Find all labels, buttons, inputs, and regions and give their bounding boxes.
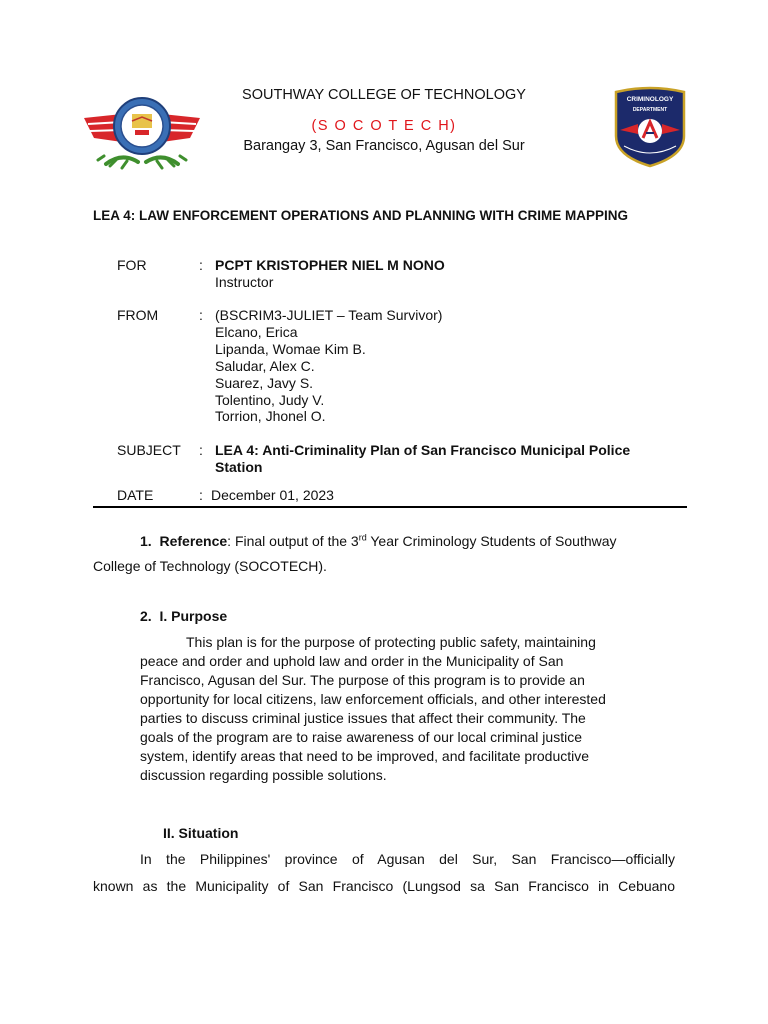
- situation-line: In the Philippines' province of Agusan del Sur, San Francisco—officially: [140, 851, 675, 867]
- situation-heading: II. Situation: [163, 825, 239, 841]
- from-label: FROM: [117, 307, 159, 323]
- from-member: Suarez, Javy S.: [215, 375, 314, 391]
- date-value: December 01, 2023: [211, 487, 334, 503]
- subject-line-2: Station: [215, 459, 263, 475]
- purpose-number: 2.: [140, 608, 152, 624]
- college-acronym: (S O C O T E C H): [311, 118, 457, 134]
- purpose-line: Francisco, Agusan del Sur. The purpose of this program is to provide an: [140, 672, 585, 688]
- from-member: Tolentino, Judy V.: [215, 392, 325, 408]
- from-member: Lipanda, Womae Kim B.: [215, 341, 366, 357]
- for-name: PCPT KRISTOPHER NIEL M NONO: [215, 257, 445, 273]
- from-member: Saludar, Alex C.: [215, 358, 315, 374]
- from-team: (BSCRIM3-JULIET – Team Survivor): [215, 307, 443, 323]
- reference-line: [140, 531, 700, 551]
- for-label: FOR: [117, 257, 147, 273]
- subject-label: SUBJECT: [117, 442, 181, 458]
- for-role: Instructor: [215, 274, 274, 290]
- reference-label: Reference: [159, 533, 228, 549]
- from-member: Torrion, Jhonel O.: [215, 408, 326, 424]
- purpose-line: parties to discuss criminal justice issues that affect their community. The: [140, 710, 586, 726]
- reference-number: 1.: [140, 533, 152, 549]
- college-address: Barangay 3, San Francisco, Agusan del Sur: [243, 138, 525, 154]
- for-colon: :: [199, 257, 203, 273]
- header-divider: [93, 506, 687, 508]
- svg-text:CRIMINOLOGY: CRIMINOLOGY: [626, 96, 674, 103]
- date-colon: :: [199, 487, 203, 503]
- purpose-line: discussion regarding possible solutions.: [140, 767, 387, 783]
- from-member: Elcano, Erica: [215, 324, 298, 340]
- purpose-line: opportunity for local citizens, law enforcement officials, and other interested: [140, 691, 606, 707]
- purpose-line: peace and order and uphold law and order in the Municipality of San: [140, 653, 564, 669]
- purpose-line: goals of the program are to raise awareness of our local criminal justice: [140, 729, 582, 745]
- reference-text-b: Year Criminology Students of Southway: [366, 533, 617, 549]
- reference-text-a: : Final output of the 3: [227, 533, 359, 549]
- reference-superscript: rd: [358, 532, 367, 543]
- situation-line: known as the Municipality of San Francisco (Lungsod sa San Francisco in Cebuano: [93, 878, 675, 894]
- purpose-line: system, identify areas that need to be improved, and facilitate productive: [140, 748, 590, 764]
- college-name: SOUTHWAY COLLEGE OF TECHNOLOGY: [242, 87, 526, 103]
- date-label: DATE: [117, 487, 154, 503]
- subject-colon: :: [199, 442, 203, 458]
- reference-continuation: College of Technology (SOCOTECH).: [93, 558, 327, 574]
- purpose-heading: [140, 606, 227, 626]
- document-title: LEA 4: LAW ENFORCEMENT OPERATIONS AND PLANNING WITH CRIME MAPPING: [93, 208, 628, 223]
- purpose-title: I. Purpose: [159, 608, 228, 624]
- purpose-line: This plan is for the purpose of protecting public safety, maintaining: [186, 634, 596, 650]
- from-colon: :: [199, 307, 203, 323]
- subject-line-1: LEA 4: Anti-Criminality Plan of San Francisco Municipal Police: [215, 442, 631, 458]
- svg-text:DEPARTMENT: DEPARTMENT: [632, 107, 668, 113]
